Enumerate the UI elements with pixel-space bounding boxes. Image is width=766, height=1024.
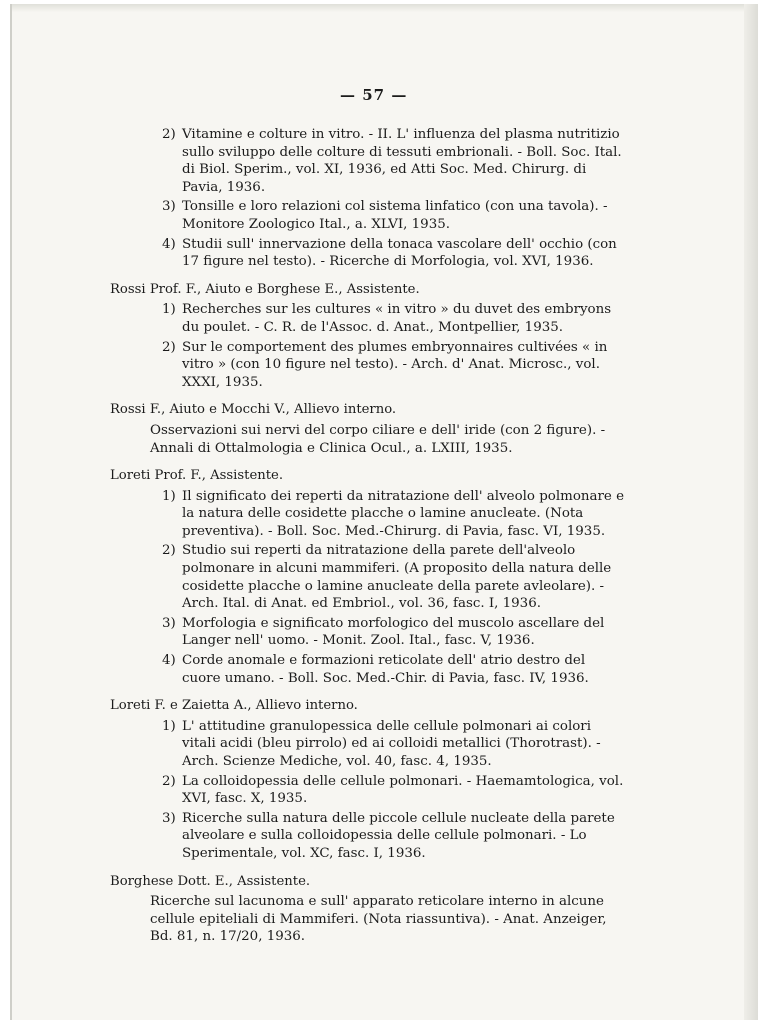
item-text: Vitamine e colture in vitro. - II. L' influenza del plasma nutritizio sullo sviluppo delle colture di tessuti embrionali. - Boll. Soc. Ital. di Biol. Sperim., vol. XI, 1936, ed Atti Soc. Med. Chirurg. di Pavia, 1936. <box>182 127 622 195</box>
item-number: 4) <box>162 653 176 669</box>
list-item <box>110 339 625 392</box>
item-text: Studio sui reperti da nitratazione della parete dell'alveolo polmonare in alcuni mammiferi. (A proposito della natura delle cosidette placche o lamine anucleate della parete avleolare). - Arch. Ital. di Anat. ed Embriol., vol. 36, fasc. I, 1936. <box>182 543 612 612</box>
list-item <box>110 773 625 808</box>
entry-text: Ricerche sul lacunoma e sull' apparato reticolare interno in alcune cellule epiteliali di Mammiferi. (Nota riassuntiva). - Anat. Anzeiger, Bd. 81, n. 17/20, 1936. <box>150 894 607 945</box>
author-heading: Rossi Prof. F., Aiuto e Borghese E., Assistente. <box>110 281 420 297</box>
author-heading: Rossi F., Aiuto e Mocchi V., Allievo interno. <box>110 402 397 418</box>
list-item <box>110 126 625 196</box>
author-section <box>110 873 625 946</box>
item-number: 2) <box>162 773 176 789</box>
item-number: 1) <box>162 302 176 318</box>
list-item <box>110 542 625 612</box>
list-item <box>110 198 625 233</box>
item-number: 4) <box>162 236 176 252</box>
intro-section <box>110 126 625 271</box>
item-number: 3) <box>162 615 176 631</box>
item-text: Corde anomale e formazioni reticolate dell' atrio destro del cuore umano. - Boll. Soc. Med.-Chir. di Pavia, fasc. IV, 1936. <box>182 653 589 686</box>
item-text: Sur le comportement des plumes embryonnaires cultivées « in vitro » (con 10 figure nel testo). - Arch. d' Anat. Microsc., vol. XXXI, 1935. <box>182 339 608 390</box>
item-text: Il significato dei reperti da nitratazione dell' alveolo polmonare e la natura delle cosidette placche o lamine anucleate. (Nota preventiva). - Boll. Soc. Med.-Chirurg. di Pavia, fasc. VI, 1935. <box>182 488 625 539</box>
page-number: — 57 — <box>340 86 408 104</box>
item-text: La colloidopessia delle cellule polmonari. - Haemamtologica, vol. XVI, fasc. X, 1935. <box>182 773 624 807</box>
list-item <box>110 301 625 336</box>
author-section <box>110 401 625 457</box>
item-text: Morfologia e significato morfologico del muscolo ascellare del Langer nell' uomo. - Monit. Zool. Ital., fasc. V, 1936. <box>182 615 605 649</box>
list-item <box>110 652 625 687</box>
page-right-edge <box>744 4 758 1020</box>
item-number: 1) <box>162 718 176 734</box>
item-text: Tonsille e loro relazioni col sistema linfatico (con una tavola). - Monitore Zoologico Ital., a. XLVI, 1935. <box>182 199 608 232</box>
list-item <box>110 615 625 650</box>
author-heading: Loreti Prof. F., Assistente. <box>110 468 284 484</box>
author-section <box>110 467 625 687</box>
page-top-edge <box>12 4 758 12</box>
author-heading: Borghese Dott. E., Assistente. <box>110 873 311 889</box>
item-number: 1) <box>162 488 176 504</box>
item-number: 2) <box>162 543 176 559</box>
item-text: Studii sull' innervazione della tonaca vascolare dell' occhio (con 17 figure nel testo). - Ricerche di Morfologia, vol. XVI, 1936. <box>182 236 617 270</box>
list-item <box>110 810 625 863</box>
item-number: 3) <box>162 199 176 215</box>
item-text: Recherches sur les cultures « in vitro » du duvet des embryons du poulet. - C. R. de l'Assoc. d. Anat., Montpellier, 1935. <box>182 302 612 335</box>
bibliography <box>110 126 625 956</box>
author-section <box>110 697 625 862</box>
item-text: Ricerche sulla natura delle piccole cellule nucleate della parete alveolare e sulla colloidopessia delle cellule polmonari. - Lo Sperimentale, vol. XC, fasc. I, 1936. <box>182 810 615 861</box>
item-number: 3) <box>162 810 176 826</box>
list-item <box>110 718 625 771</box>
item-number: 2) <box>162 339 176 355</box>
author-heading: Loreti F. e Zaietta A., Allievo interno. <box>110 698 358 714</box>
item-number: 2) <box>162 127 176 142</box>
list-item <box>110 488 625 541</box>
author-section <box>110 281 625 392</box>
list-item <box>110 236 625 271</box>
item-text: L' attitudine granulopessica delle cellule polmonari ai colori vitali acidi (bleu pirrolo) ed ai colloidi metallici (Thorotrast). - Arch. Scienze Mediche, vol. 40, fasc. 4, 1935. <box>182 718 601 769</box>
entry-text: Osservazioni sui nervi del corpo ciliare e dell' iride (con 2 figure). - Annali di Ottalmologia e Clinica Ocul., a. LXIII, 1935. <box>150 422 606 456</box>
